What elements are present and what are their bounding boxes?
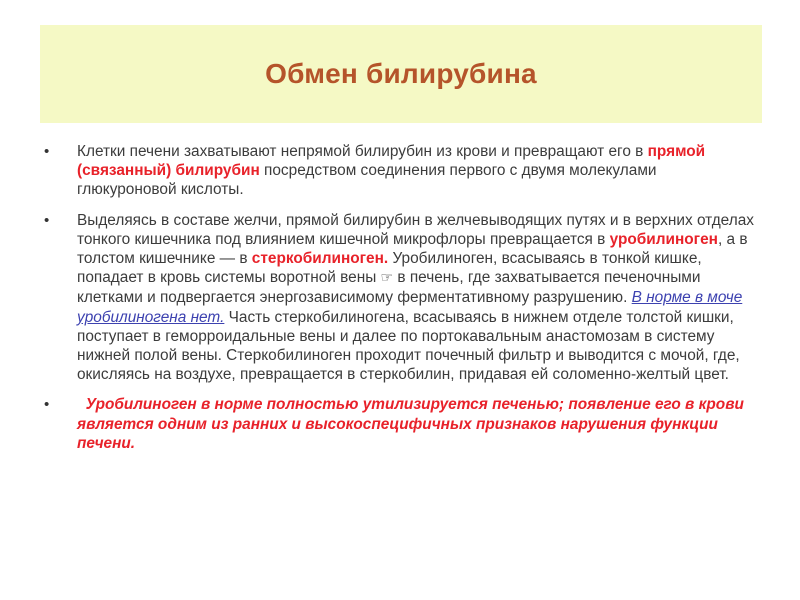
b2-text-8: Часть стеркобилиногена, всасываясь в нижнем отделе толстой кишки, поступает в геморроидальные вены и далее по портокавальным анастомозам в систему нижней полой вены. Стеркобилиноген проходит почечный фильтр и выводится с мочой, где, окисляясь на воздухе, превращается в стеркобилин, придавая ей соломенно-желтый цвет. <box>77 308 740 384</box>
bullet-item-2 <box>44 211 760 385</box>
b3-conclusion-text: Уробилиноген в норме полностью утилизируется печенью; появление его в крови является одним из ранних и высокоспецифичных признаков нарушения функции печени. <box>77 396 749 452</box>
bullet-dot-icon: • <box>44 396 50 414</box>
b2-text-1: Выделяясь в составе желчи, прямой билирубин в желчевыводящих путях и в верхних отделах тонкого кишечника под влиянием кишечной микрофлоры превращается в <box>77 211 754 248</box>
norm-urine-link[interactable]: В норме в моче уробилиногена нет. <box>77 289 743 326</box>
b1-text-1: Клетки печени захватывают непрямой билирубин из крови и превращают его в <box>77 143 648 160</box>
bullet-dot-icon: • <box>44 211 50 229</box>
bullet-item-1 <box>44 142 760 200</box>
bullet-item-3 <box>44 395 760 453</box>
slide-content <box>44 142 760 464</box>
b2-text-5: Уробилиноген, всасываясь в тонкой кишке, попадает в кровь системы воротной вены <box>77 250 702 287</box>
b2-text-6: в печень, где захватывается печеночными клетками и подвергается энергозависимому ферментативному разрушению. <box>77 269 701 307</box>
bullet-list <box>44 142 760 453</box>
b2-text-3: , а в толстом кишечнике — в <box>77 230 748 268</box>
slide-title: Обмен билирубина <box>265 58 537 89</box>
b1-highlight-direct-bilirubin: прямой (связанный) билирубин <box>77 143 706 180</box>
bullet-dot-icon: • <box>44 143 50 160</box>
b1-text-3: посредством соединения первого с двумя молекулами глюкуроновой кислоты. <box>77 162 657 199</box>
pointing-hand-icon: ☞ <box>380 270 394 287</box>
b2-highlight-urobilinogen: уробилиноген <box>609 230 718 248</box>
b2-highlight-stercobilinogen: стеркобилиноген. <box>251 250 389 268</box>
title-band <box>40 25 762 123</box>
